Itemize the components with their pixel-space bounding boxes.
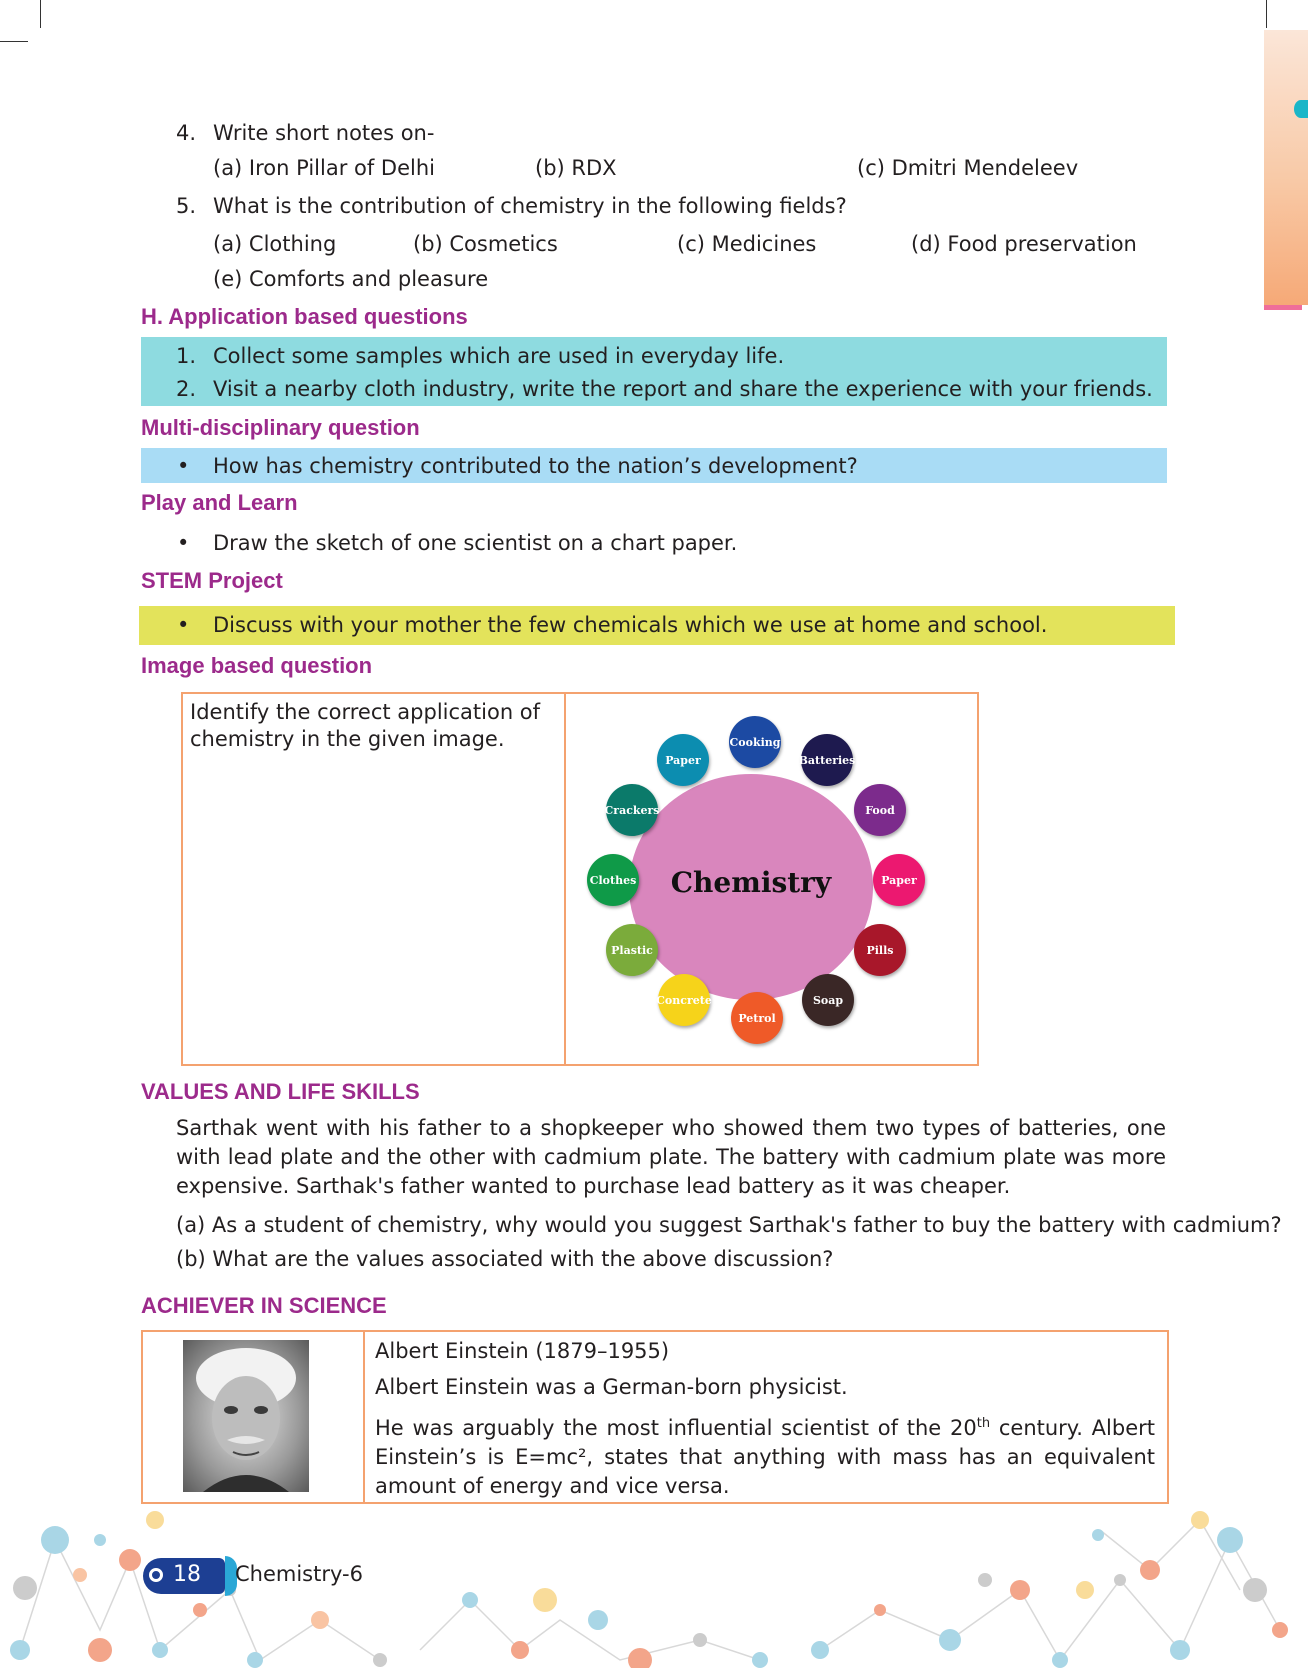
imageq-title: Image based question — [141, 653, 373, 678]
stem-text: Discuss with your mother the few chemicals which we use at home and school. — [213, 613, 1048, 637]
node-concrete: Concrete — [658, 974, 710, 1026]
book-title: Chemistry-6 — [235, 1562, 363, 1586]
page-edge-tab-line — [1264, 305, 1302, 310]
stem-bullet: • — [177, 613, 190, 637]
achiever-divider — [363, 1332, 365, 1502]
imageq-line-2: chemistry in the given image. — [190, 727, 505, 751]
portrait-sketch — [183, 1340, 309, 1492]
node-clothes: Clothes — [587, 854, 639, 906]
values-question-a: (a) As a student of chemistry, why would you suggest Sarthak's father to buy the battery with cadmium? — [176, 1213, 1282, 1237]
achiever-line-3a: He was arguably the most influential scientist of the 20 — [375, 1416, 977, 1440]
section-h-title: H. Application based questions — [141, 304, 468, 329]
values-title: VALUES AND LIFE SKILLS — [141, 1079, 420, 1104]
q4-number: 4. — [176, 121, 197, 145]
multi-title: Multi-disciplinary question — [141, 415, 420, 440]
q4-text: Write short notes on- — [213, 121, 435, 145]
node-batteries: Batteries — [801, 734, 853, 786]
center-label: Chemistry — [670, 866, 832, 899]
q4-option-c: (c) Dmitri Mendeleev — [857, 156, 1079, 180]
node-petrol: Petrol — [731, 992, 783, 1044]
q5-option-b: (b) Cosmetics — [413, 232, 558, 256]
achiever-box — [141, 1330, 1169, 1504]
q5-option-c: (c) Medicines — [677, 232, 817, 256]
achiever-line-2: Albert Einstein was a German-born physicist. — [375, 1375, 848, 1399]
stem-title: STEM Project — [141, 568, 283, 593]
play-text: Draw the sketch of one scientist on a chart paper. — [213, 531, 738, 555]
page-edge-tab — [1264, 30, 1308, 305]
achiever-sup: th — [976, 1416, 991, 1431]
multi-bullet: • — [177, 454, 190, 478]
node-food: Food — [854, 784, 906, 836]
q5-number: 5. — [176, 194, 197, 218]
achiever-name: Albert Einstein (1879–1955) — [375, 1339, 670, 1363]
node-cooking: Cooking — [729, 716, 781, 768]
swirl-icon — [149, 1568, 163, 1582]
node-soap: Soap — [802, 974, 854, 1026]
values-question-b: (b) What are the values associated with the above discussion? — [176, 1247, 834, 1271]
q5-option-e: (e) Comforts and pleasure — [213, 267, 489, 291]
node-paper-left: Paper — [657, 734, 709, 786]
achiever-title: ACHIEVER IN SCIENCE — [141, 1293, 387, 1318]
einstein-portrait — [183, 1340, 309, 1492]
values-paragraph: Sarthak went with his father to a shopkeeper who showed them two types of batteries, one with lead plate and the other with cadmium plate. The battery with cadmium plate was more expensive. Sarthak's father wanted to purchase lead battery as it was cheaper. — [176, 1116, 1166, 1198]
crop-mark — [1266, 0, 1267, 28]
page-edge-dot — [1294, 100, 1308, 118]
play-title: Play and Learn — [141, 490, 298, 515]
imageq-divider — [564, 694, 566, 1064]
q5-option-a: (a) Clothing — [213, 232, 337, 256]
crop-mark — [0, 41, 28, 42]
crop-mark — [40, 0, 41, 28]
page-number: 18 — [173, 1562, 201, 1587]
q4-option-b: (b) RDX — [535, 156, 617, 180]
play-bullet: • — [177, 531, 190, 555]
q5-text: What is the contribution of chemistry in the following fields? — [213, 194, 847, 218]
achiever-line-3 — [375, 1409, 1155, 1501]
page-number-badge — [143, 1558, 225, 1594]
h-item-1-number: 1. — [176, 344, 197, 368]
chemistry-diagram — [581, 716, 961, 1052]
h-item-1-text: Collect some samples which are used in everyday life. — [213, 344, 785, 368]
q5-option-d: (d) Food preservation — [911, 232, 1137, 256]
q4-option-a: (a) Iron Pillar of Delhi — [213, 156, 435, 180]
h-item-2-text: Visit a nearby cloth industry, write the report and share the experience with your friends. — [213, 377, 1153, 401]
achiever-line-3b: century. Albert Einstein’s is E=mc², states that anything with mass has an equivalent amount of energy and vice versa. — [375, 1416, 1156, 1498]
node-paper-right: Paper — [873, 854, 925, 906]
h-item-2-number: 2. — [176, 377, 197, 401]
node-crackers: Crackers — [606, 784, 658, 836]
multi-text: How has chemistry contributed to the nation’s development? — [213, 454, 858, 478]
node-pills: Pills — [854, 924, 906, 976]
imageq-line-1: Identify the correct application of — [190, 700, 541, 724]
imageq-box — [181, 692, 979, 1066]
node-plastic: Plastic — [606, 924, 658, 976]
